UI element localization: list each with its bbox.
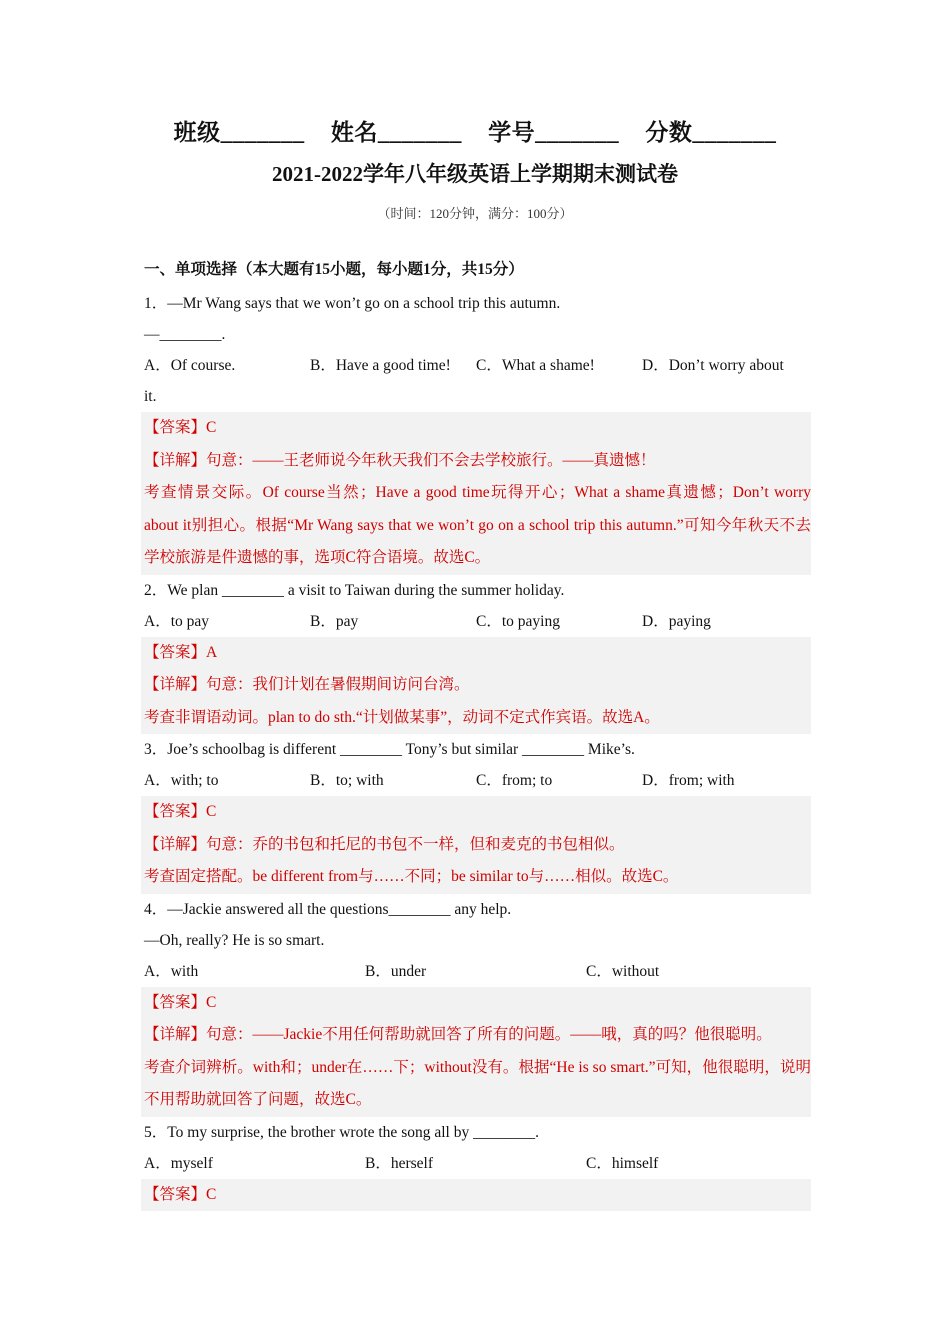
question-stem: 5．To my surprise, the brother wrote the song all by ________. xyxy=(144,1123,539,1141)
option-a: A．with xyxy=(144,962,199,980)
student-info-line xyxy=(0,114,950,147)
answer-box xyxy=(141,987,811,1117)
exam-subtitle: （时间：120分钟，满分：100分） xyxy=(377,206,573,221)
option-b: B．herself xyxy=(365,1154,434,1172)
option-c: C．himself xyxy=(586,1154,659,1172)
answer-label: 【答案】C xyxy=(144,803,217,820)
answer-label: 【答案】A xyxy=(144,643,218,661)
answer-label: 【答案】C xyxy=(144,993,217,1011)
question-3 xyxy=(144,734,808,894)
question-1 xyxy=(144,288,811,575)
question-options xyxy=(144,1148,808,1179)
option-d: D．from; with xyxy=(642,772,735,789)
answer-analysis: 考查固定搭配。be different from与……不同；be similar to与……相似。故选C。 xyxy=(144,868,679,885)
option-c: C．without xyxy=(586,962,660,980)
question-options xyxy=(144,350,808,381)
option-a: A．myself xyxy=(144,1154,213,1172)
option-a: A．to pay xyxy=(144,612,210,630)
option-b: B．pay xyxy=(310,612,359,630)
answer-analysis: 考查非谓语动词。plan to do sth.“计划做某事”，动词不定式作宾语。故选A。 xyxy=(144,708,660,726)
class-field: 班级_______ xyxy=(173,120,305,145)
question-5 xyxy=(144,1117,808,1212)
question-2 xyxy=(144,575,808,735)
answer-box xyxy=(141,637,811,735)
answer-box xyxy=(141,796,811,894)
answer-detail: 【详解】句意：乔的书包和托尼的书包不一样，但和麦克的书包相似。 xyxy=(144,835,625,853)
question-stem: 1．—Mr Wang says that we won’t go on a school trip this autumn. xyxy=(144,295,561,312)
answer-label: 【答案】C xyxy=(144,419,217,436)
option-d: D．paying xyxy=(642,612,711,630)
option-b: B．Have a good time! xyxy=(310,357,451,374)
question-4 xyxy=(144,894,811,1117)
question-stem-reply: —________. xyxy=(144,326,226,343)
option-c: C．from; to xyxy=(476,772,553,789)
question-options xyxy=(144,606,808,637)
question-stem: 4．—Jackie answered all the questions________ any help. xyxy=(144,900,512,918)
option-c: C．to paying xyxy=(476,612,560,630)
option-c: C．What a shame! xyxy=(476,357,595,374)
question-stem: 3．Joe’s schoolbag is different ________ Tony’s but similar ________ Mike’s. xyxy=(144,741,635,758)
option-d: D．Don’t worry about xyxy=(642,357,784,374)
exam-title: 2021-2022学年八年级英语上学期期末测试卷 xyxy=(272,162,678,186)
question-options xyxy=(144,765,808,796)
option-a: A．with; to xyxy=(144,772,219,789)
answer-analysis: 考查介词辨析。with和；under在……下；without没有。根据“He is so smart.”可知，他很聪明，说明不用帮助就回答了问题，故选C。 xyxy=(144,1058,811,1108)
answer-detail: 【详解】句意：——Jackie不用任何帮助就回答了所有的问题。——哦，真的吗？他很聪明。 xyxy=(144,1026,772,1043)
option-a: A．Of course. xyxy=(144,357,236,374)
answer-analysis: 考查情景交际。Of course当然；Have a good time玩得开心；What a shame真遗憾；Don’t worry about it别担心。根据“Mr Wang says that we won’t go on a school trip this autumn.”可知今年秋天不去学校旅游是件遗憾的事，选项C符合语境。故选C。 xyxy=(144,484,811,566)
answer-box xyxy=(141,412,811,575)
question-stem: 2．We plan ________ a visit to Taiwan during the summer holiday. xyxy=(144,581,565,599)
exam-content xyxy=(144,256,811,1211)
score-field: 分数_______ xyxy=(645,120,777,145)
option-b: B．to; with xyxy=(310,772,384,789)
answer-detail: 【详解】句意：——王老师说今年秋天我们不会去学校旅行。——真遗憾！ xyxy=(144,451,656,469)
name-field: 姓名_______ xyxy=(330,120,462,145)
answer-label: 【答案】C xyxy=(144,1185,217,1203)
section-heading: 一、单项选择（本大题有15小题，每小题1分，共15分） xyxy=(144,261,524,278)
option-b: B．under xyxy=(365,962,427,980)
answer-detail: 【详解】句意：我们计划在暑假期间访问台湾。 xyxy=(144,676,470,693)
answer-box xyxy=(141,1179,811,1212)
question-stem-reply: —Oh, really? He is so smart. xyxy=(144,931,325,949)
student-id-field: 学号_______ xyxy=(488,120,620,145)
question-options xyxy=(144,956,808,987)
option-continuation: it. xyxy=(144,388,157,405)
